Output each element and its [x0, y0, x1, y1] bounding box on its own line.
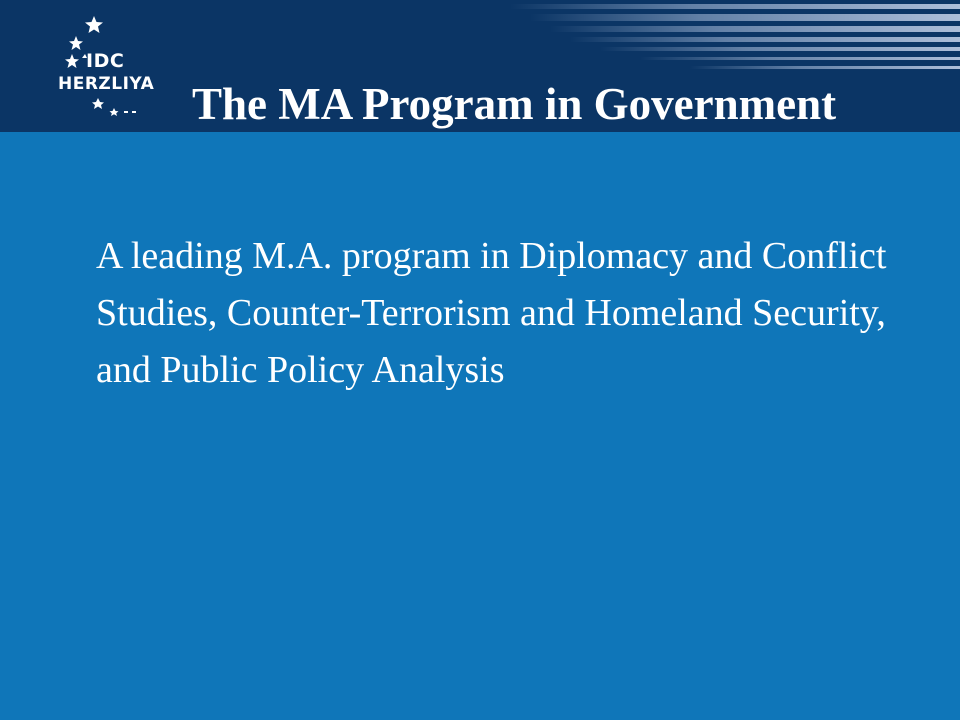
slide-body-text: A leading M.A. program in Diplomacy and Conflict Studies, Counter-Terrorism and Homeland Security, and Public Policy Analysis — [96, 235, 887, 391]
decorative-stripe — [530, 14, 960, 21]
decorative-stripe — [600, 47, 960, 51]
logo-text-idc: IDC — [86, 50, 125, 72]
decorative-stripe — [570, 37, 960, 42]
decorative-stripe — [510, 4, 960, 9]
decorative-stripe — [640, 57, 960, 60]
header-band — [0, 0, 960, 132]
logo-text-herzliya: HERZLIYA — [58, 74, 155, 94]
decorative-stripe — [550, 26, 960, 32]
slide-title: The MA Program in Government — [192, 79, 837, 129]
idc-herzliya-logo — [52, 14, 172, 124]
decorative-stripe — [690, 66, 960, 69]
